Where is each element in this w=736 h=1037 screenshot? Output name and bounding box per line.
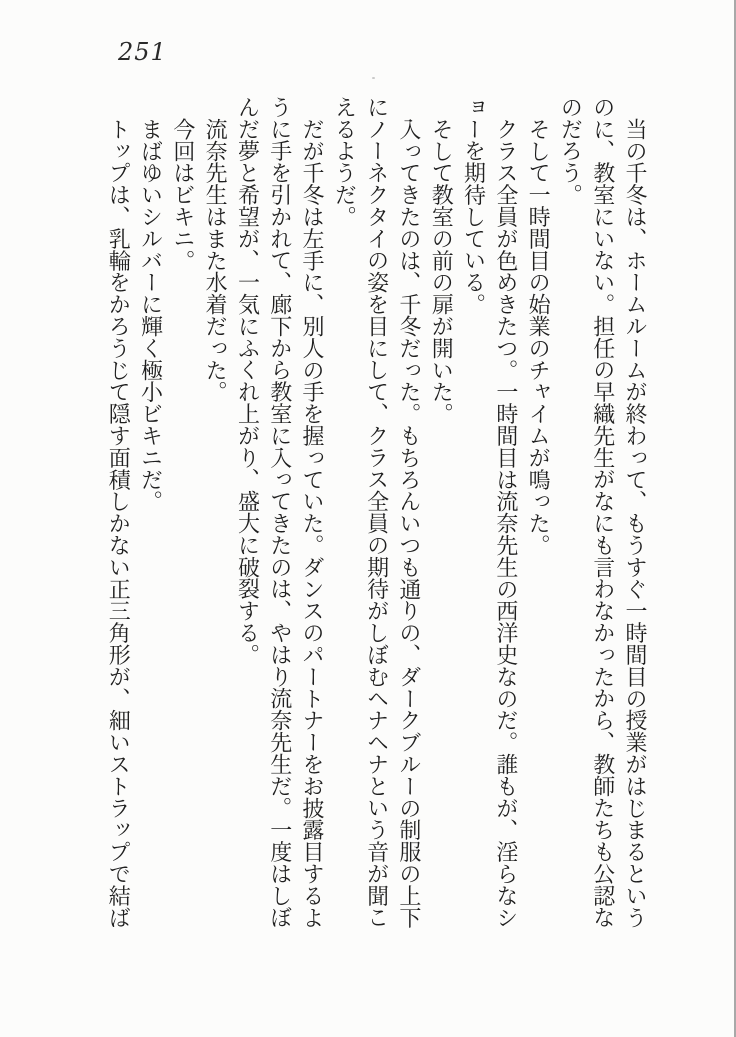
text-line: んだ夢と希望が、一気にふくれ上がり、盛大に破裂する。 [234, 96, 260, 666]
text-line: うに手を引かれて、廊下から教室に入ってきたのは、やはり流奈先生だ。一度はしぼ [266, 96, 292, 929]
text-line: 当の千冬は、ホームルームが終わって、もうすぐ一時間目の授業がはじまるという [622, 118, 647, 929]
text-line: そして教室の前の扉が開いた。 [428, 118, 454, 425]
text-line: のに、教室にいない。担任の早織先生がなにも言わなかったから、教師たちも公認な [589, 96, 615, 929]
text-line: えるようだ。 [331, 96, 357, 228]
text-line: ョーを期待している。 [460, 96, 486, 316]
text-line: 入ってきたのは、千冬だった。もちろんいつも通りの、ダークブルーの制服の上下 [395, 118, 421, 929]
text-line: トップは、乳輪をかろうじて隠す面積しかない正三角形が、細いストラップで結ば [105, 118, 131, 929]
text-line: 流奈先生はまた水着だった。 [202, 118, 228, 403]
text-line: そして一時間目の始業のチャイムが鳴った。 [525, 118, 551, 557]
text-line: のだろう。 [557, 96, 583, 206]
text-line: 今回はビキニ。 [169, 118, 195, 272]
text-line: だが千冬は左手に、別人の手を握っていた。ダンスのパートナーをお披露目するよ [299, 118, 325, 929]
page-number: 251 [118, 38, 167, 66]
text-line: まばゆいシルバーに輝く極小ビキニだ。 [137, 118, 163, 513]
body-text-columns [98, 96, 650, 936]
text-line: クラス全員が色めきたつ。一時間目は流奈先生の西洋史なのだ。誰もが、淫らなシ [492, 118, 518, 929]
text-line: にノーネクタイの姿を目にして、クラス全員の期待がしぼむヘナヘナという音が聞こ [363, 96, 389, 929]
scan-speck-artifact [372, 77, 375, 79]
